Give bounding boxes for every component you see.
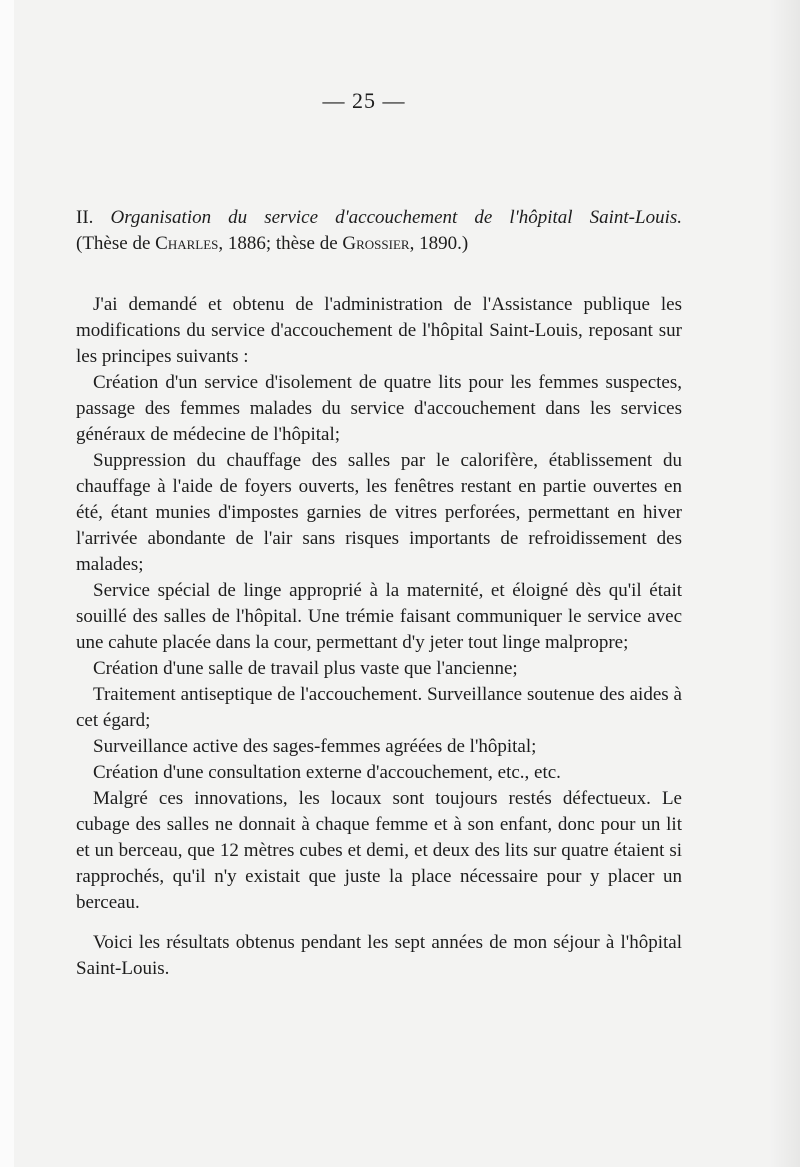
page-body	[76, 205, 682, 982]
section-number: II.	[76, 207, 94, 228]
paragraph-premises: Malgré ces innovations, les locaux sont toujours restés défectueux. Le cubage des salles ne donnait à chaque femme et à son enfant, donc pour un lit et un berceau, que 12 mètres cubes et demi, et deux des lits sur quatre étaient si rapprochés, qu'il n'y existait que juste la place nécessaire pour y placer un berceau.	[76, 788, 682, 913]
section-heading	[76, 205, 682, 231]
page-edge-shadow	[770, 0, 800, 1167]
paragraph-isolation: Création d'un service d'isolement de quatre lits pour les femmes suspectes, passage des femmes malades du service d'accouchement dans les services généraux de médecine de l'hôpital;	[76, 372, 682, 445]
paragraph-labor-room: Création d'une salle de travail plus vaste que l'ancienne;	[93, 658, 518, 679]
page-number: — 25 —	[322, 88, 406, 113]
author-charles: Charles	[155, 233, 219, 254]
paragraph-linen: Service spécial de linge approprié à la maternité, et éloigné dès qu'il était souillé des salles de l'hôpital. Une trémie faisant communiquer le service avec une cahute placée dans la cour, permettant d'y jeter tout linge malpropre;	[76, 580, 682, 653]
sources-suffix: , 1890.)	[409, 233, 469, 254]
paragraph-heating: Suppression du chauffage des salles par le calorifère, établissement du chauffage à l'aide de foyers ouverts, les fenêtres restant en partie ouvertes en été, étant munies d'impostes garnies de vitres perforées, permettant en hiver l'arrivée abondante de l'air sans risques importants de refroidissement des malades;	[76, 450, 682, 575]
paragraph-intro: J'ai demandé et obtenu de l'administration de l'Assistance publique les modifications du service d'accouchement de l'hôpital Saint-Louis, reposant sur les principes suivants :	[76, 294, 682, 367]
author-grossier: Grossier	[342, 233, 410, 254]
paragraph-antiseptic: Traitement antiseptique de l'accouchement. Surveillance soutenue des aides à cet égard;	[76, 684, 682, 731]
sources-mid: , 1886; thèse de	[218, 233, 343, 254]
section-sources	[76, 231, 682, 257]
paragraph-consultation: Création d'une consultation externe d'accouchement, etc., etc.	[93, 762, 561, 783]
sources-prefix: (Thèse de	[76, 233, 156, 254]
paragraph-results: Voici les résultats obtenus pendant les sept années de mon séjour à l'hôpital Saint-Louis.	[76, 932, 682, 979]
section-title: Organisation du service d'accouchement de l'hôpital Saint-Louis.	[110, 207, 682, 228]
paragraph-midwives: Surveillance active des sages-femmes agréées de l'hôpital;	[93, 736, 537, 757]
